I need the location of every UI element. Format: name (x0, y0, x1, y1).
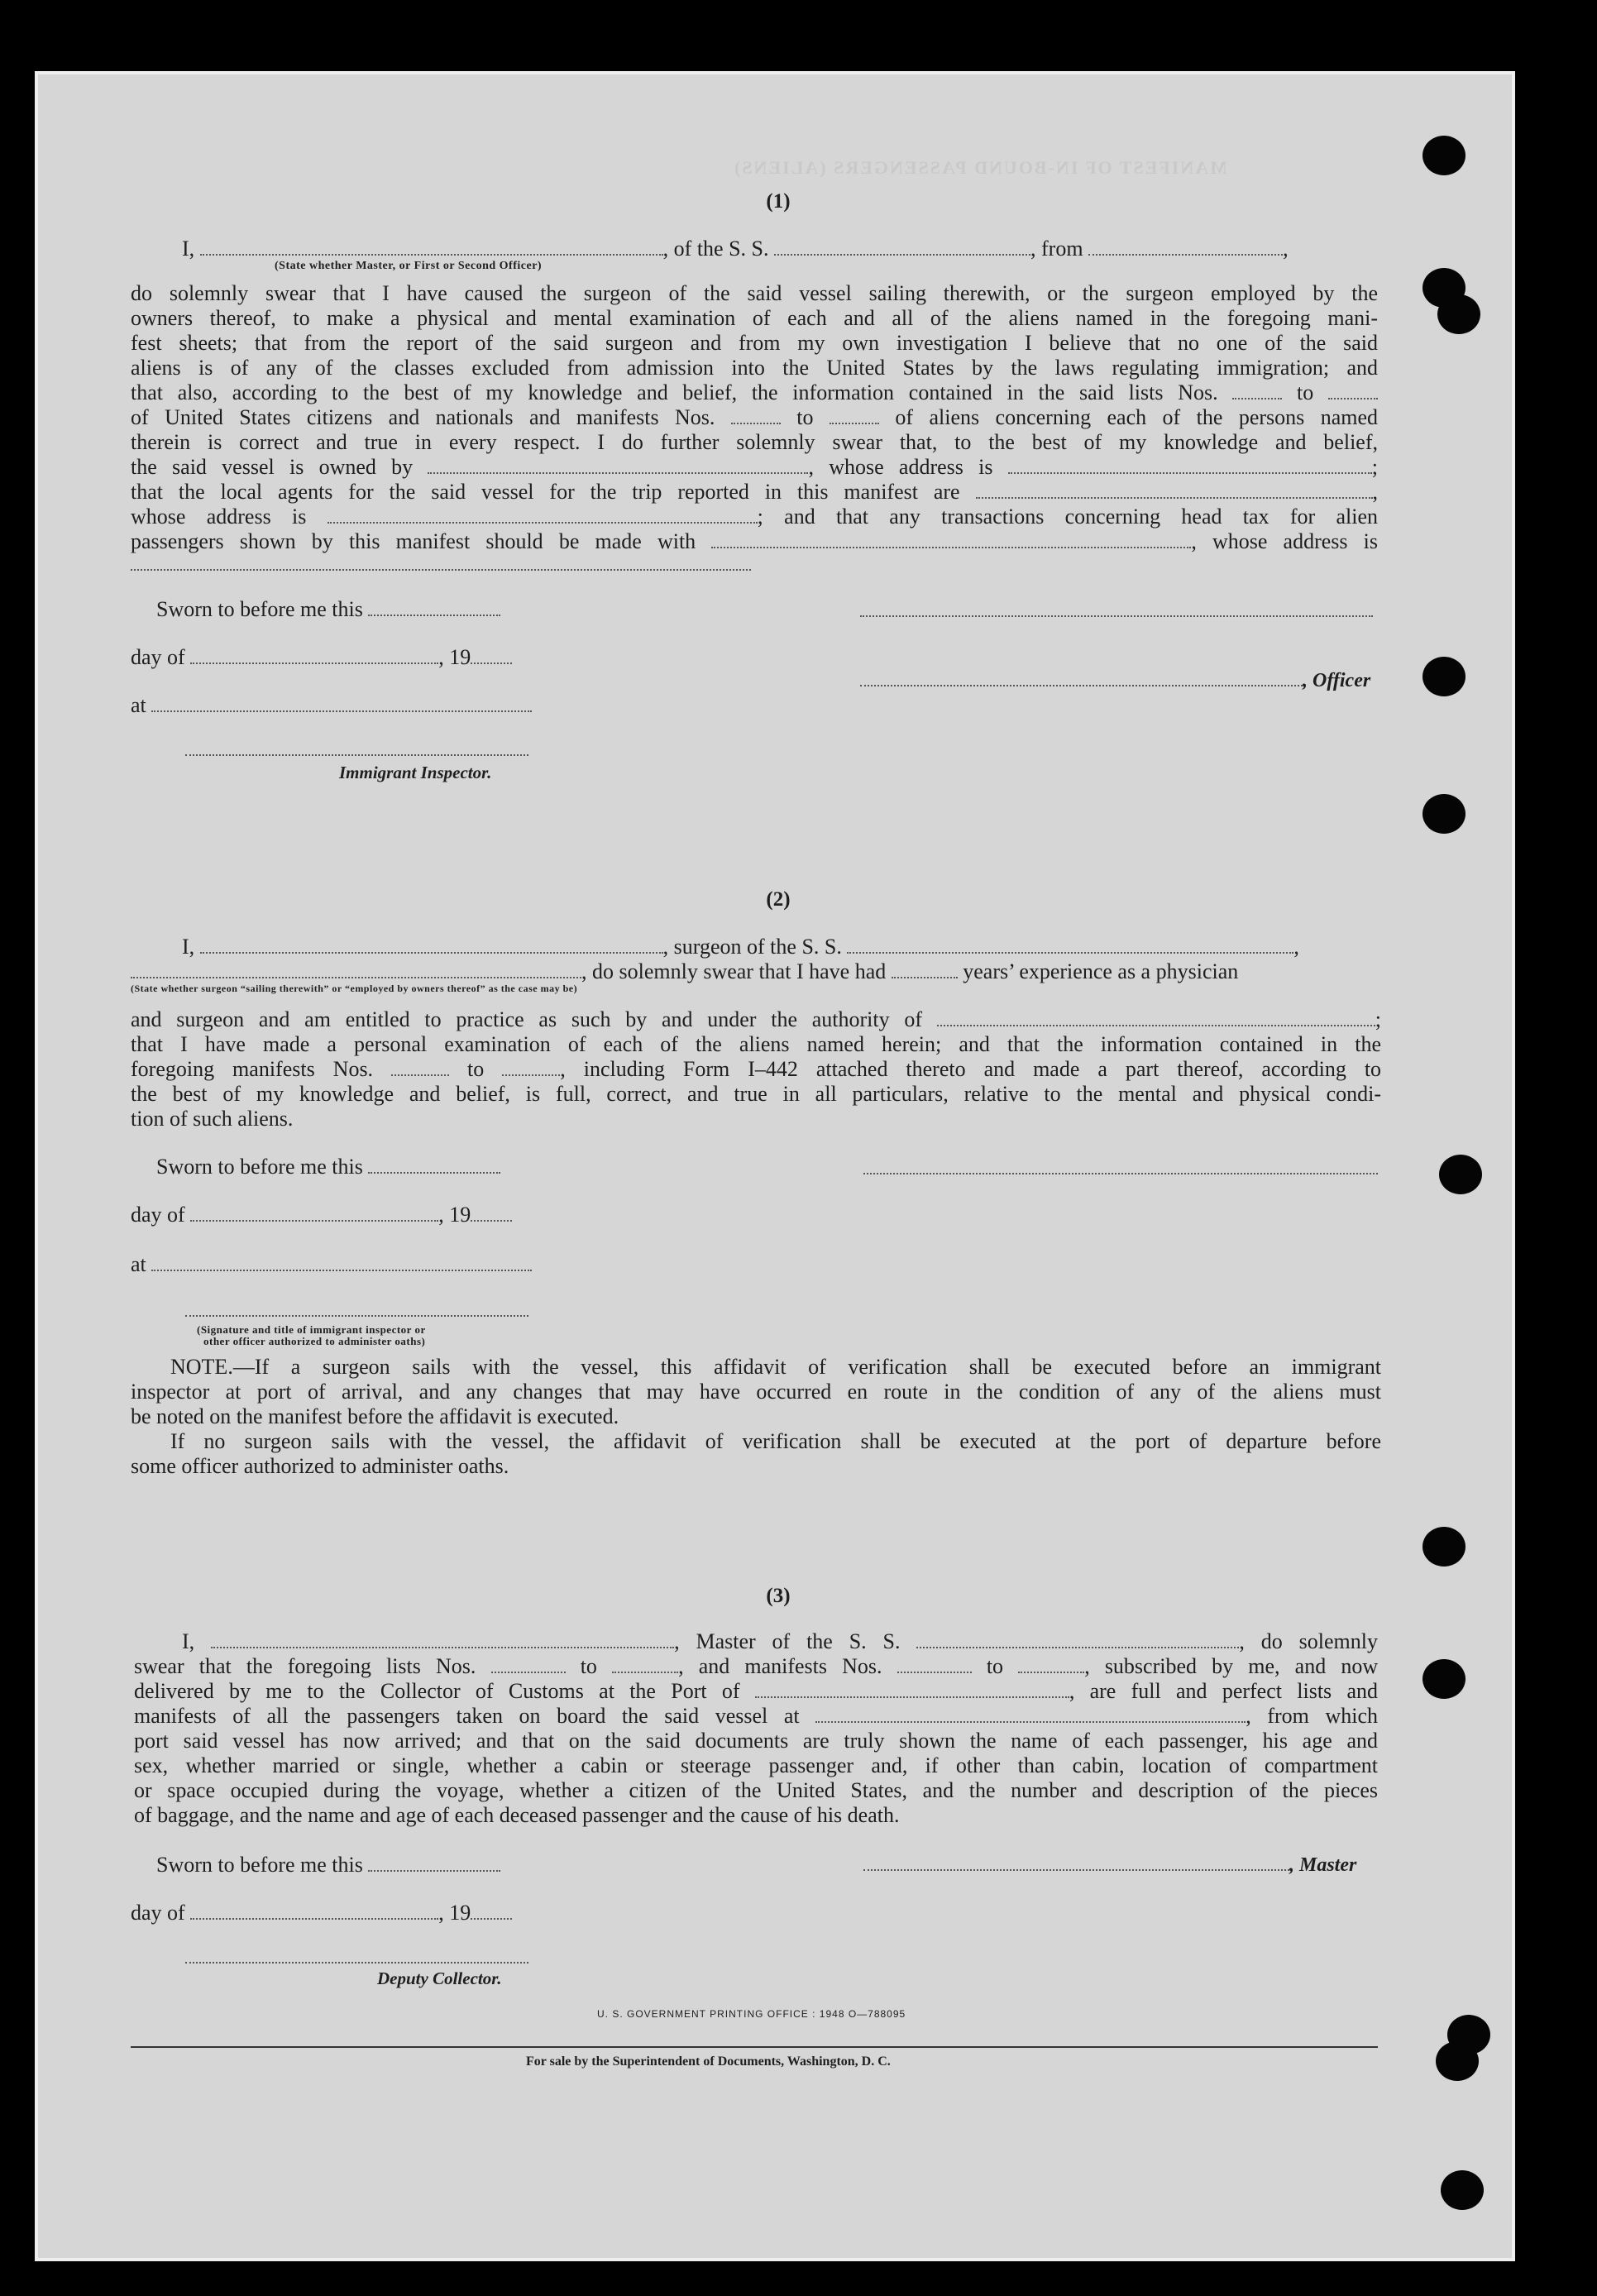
s3-vessel-blank[interactable] (916, 1630, 1239, 1648)
s3-port-blank[interactable] (755, 1680, 1069, 1698)
s2-manifests-to-blank[interactable] (502, 1058, 560, 1076)
s2-line-1: I, , surgeon of the S. S. , (182, 935, 1299, 959)
s3-master-line-row (863, 1853, 1356, 1877)
section-3-heading: (3) (766, 1585, 791, 1607)
s3-l7: or space occupied during the voyage, whether a citizen of the United States, and the number and description of the pieces (134, 1778, 1378, 1802)
s1-at-blank[interactable] (151, 694, 532, 712)
s1-sworn: Sworn to before me this (156, 597, 500, 622)
punch-hole (1422, 794, 1466, 834)
s1-paragraph (131, 281, 1378, 554)
s2-note-2: inspector at port of arrival, and any changes that may have occurred en route in the condition of any of the aliens must (131, 1380, 1381, 1404)
s1-comma: , (1283, 237, 1289, 261)
s3-l2: swear that the foregoing lists Nos. to , and manifests Nos. to , subscribed by me, and now (134, 1654, 1379, 1678)
s2-p2: that I have made a personal examination of each of the aliens named herein; and that the information contained in the (131, 1032, 1381, 1056)
s1-day-blank[interactable] (190, 646, 438, 664)
s3-l4: manifests of all the passengers taken on board the said vessel at , from which (134, 1704, 1378, 1728)
s1-owner-blank[interactable] (428, 456, 808, 474)
s1-day-of: day of , 19 (131, 645, 512, 670)
s2-p4: the best of my knowledge and belief, is full, correct, and true in all particulars, relative to the mental and physical condi- (131, 1082, 1381, 1106)
s1-p7: therein is correct and true in every respect. I do further solemnly swear that, to the best of my knowledge and belief, (131, 430, 1378, 454)
s1-p2: owners thereof, to make a physical and mental examination of each and all of the aliens named in the foregoing mani- (131, 306, 1378, 330)
s1-of-ss: , of the S. S. (662, 237, 769, 261)
s3-sworn-blank[interactable] (368, 1854, 500, 1872)
footer-rule (131, 2046, 1378, 2048)
s1-inspector-line[interactable] (185, 754, 528, 756)
s3-year-blank[interactable] (471, 1901, 512, 1920)
s1-p8: the said vessel is owned by , whose address is ; (131, 455, 1378, 479)
s1-manifests-from-blank[interactable] (731, 406, 781, 424)
s2-day-of: day of , 19 (131, 1203, 512, 1227)
s2-surgeon-note: (State whether surgeon “sailing therewith” or “employed by owners thereof” as the case may be) (131, 983, 578, 994)
s1-agents-blank[interactable] (976, 481, 1373, 499)
s1-p3: fest sheets; that from the report of the said surgeon and from my own investigation I believe that no one of the said (131, 331, 1378, 355)
s2-p1: and surgeon and am entitled to practice as such by and under the authority of ; (131, 1007, 1382, 1031)
s3-lists-from-blank[interactable] (491, 1655, 566, 1673)
s1-lists-from-blank[interactable] (1232, 381, 1282, 399)
s1-officer-line-row (860, 668, 1370, 692)
s1-officer-note: (State whether Master, or First or Second Officer) (275, 260, 543, 272)
s3-l3: delivered by me to the Collector of Customs at the Port of , are full and perfect lists and (134, 1679, 1378, 1703)
s1-p9: that the local agents for the said vessel for the trip reported in this manifest are , (131, 480, 1379, 504)
s1-p6: of United States citizens and nationals and manifests Nos. to of aliens concerning each of the persons named (131, 405, 1379, 429)
punch-hole (1422, 1659, 1466, 1699)
s1-officer-label: , Officer (1303, 670, 1371, 691)
manifest-page (35, 71, 1515, 2261)
s1-i: I, (182, 237, 195, 261)
printing-office: U. S. GOVERNMENT PRINTING OFFICE : 1948 O—788095 (597, 2008, 906, 2020)
s2-sworn: Sworn to before me this (156, 1155, 500, 1179)
s1-owner-address-blank[interactable] (1008, 456, 1372, 474)
s1-headtax-blank[interactable] (711, 530, 1191, 548)
punch-hole (1436, 2041, 1479, 2081)
s3-master-signature-blank[interactable] (863, 1853, 1289, 1871)
s1-year-blank[interactable] (471, 646, 512, 664)
s2-note-1: NOTE.—If a surgeon sails with the vessel, this affidavit of verification shall be executed before an immigrant (170, 1355, 1381, 1379)
s2-year-blank[interactable] (471, 1203, 512, 1222)
sale-notice: For sale by the Superintendent of Documents, Washington, D. C. (526, 2054, 891, 2069)
punch-hole (1441, 2170, 1484, 2210)
s3-day-blank[interactable] (190, 1901, 438, 1920)
s3-manifests-from-blank[interactable] (897, 1655, 972, 1673)
s3-master-name-blank[interactable] (211, 1630, 674, 1648)
s3-master-label: , Master (1289, 1854, 1357, 1876)
s1-p1: do solemnly swear that I have caused the surgeon of the said vessel sailing therewith, or the surgeon employed by the (131, 281, 1378, 305)
s2-authority-blank[interactable] (937, 1008, 1375, 1026)
s2-status-blank[interactable] (131, 960, 581, 978)
punch-hole (1439, 1155, 1482, 1194)
s1-officer-name-blank[interactable] (200, 237, 663, 256)
faded-header: MANIFEST OF IN-BOUND PASSENGERS (ALIENS) (733, 157, 1227, 178)
s3-collector-label: Deputy Collector. (377, 1968, 502, 1988)
s2-sworn-blank[interactable] (368, 1155, 500, 1174)
s1-headtax-address-line[interactable] (131, 569, 751, 571)
s3-paragraph (134, 1629, 1378, 1828)
s2-sig-note-1: (Signature and title of immigrant inspector or (197, 1323, 426, 1336)
s2-day-blank[interactable] (190, 1203, 438, 1222)
section-1-heading: (1) (766, 190, 791, 213)
s1-inspector-label: Immigrant Inspector. (339, 763, 492, 782)
s2-inspector-line[interactable] (185, 1315, 528, 1317)
s1-p11: passengers shown by this manifest should be made with , whose address is (131, 529, 1379, 553)
s2-surgeon-name-blank[interactable] (200, 935, 663, 954)
s1-officer-signature-line[interactable] (860, 615, 1373, 617)
punch-hole (1422, 657, 1466, 696)
s2-p5: tion of such aliens. (131, 1107, 294, 1131)
s2-at: at (131, 1252, 532, 1277)
s1-officer-title-blank[interactable] (860, 668, 1303, 686)
punch-hole (1437, 294, 1480, 334)
s3-manifests-to-blank[interactable] (1018, 1655, 1084, 1673)
s3-boarded-at-blank[interactable] (815, 1705, 1246, 1723)
s2-sig-note-2: other officer authorized to administer oaths) (203, 1335, 426, 1347)
s3-day-of: day of , 19 (131, 1901, 512, 1925)
s2-at-blank[interactable] (151, 1253, 532, 1271)
s1-from: , from (1030, 237, 1083, 261)
s1-p4: aliens is of any of the classes excluded from admission into the United States by the laws regulating immigration; and (131, 356, 1378, 380)
s3-l8: of baggage, and the name and age of each deceased passenger and the cause of his death. (134, 1803, 900, 1827)
s1-vessel-name-blank[interactable] (774, 237, 1030, 256)
s1-lists-to-blank[interactable] (1328, 381, 1378, 399)
punch-hole (1422, 136, 1466, 175)
s1-p5: that also, according to the best of my knowledge and belief, the information contained in the said lists Nos. to (131, 380, 1378, 405)
s2-note (131, 1355, 1381, 1479)
s2-note-3: be noted on the manifest before the affidavit is executed. (131, 1404, 619, 1428)
s2-p3: foregoing manifests Nos. to , including Form I–442 attached thereto and made a part thereof, according to (131, 1057, 1382, 1081)
s3-sworn: Sworn to before me this (156, 1853, 500, 1877)
s2-manifests-from-blank[interactable] (391, 1058, 449, 1076)
s1-manifests-to-blank[interactable] (830, 406, 879, 424)
s1-at: at (131, 693, 532, 718)
punch-hole (1422, 1527, 1466, 1567)
s2-note-4: If no surgeon sails with the vessel, the affidavit of verification shall be executed at the port of departure before (170, 1429, 1381, 1453)
s3-l5: port said vessel has now arrived; and that on the said documents are truly shown the name of each passenger, his age and (134, 1729, 1378, 1753)
s2-vessel-blank[interactable] (847, 935, 1293, 954)
s1-agents-address-blank[interactable] (328, 505, 758, 524)
s1-from-blank[interactable] (1088, 237, 1283, 256)
s3-l6: sex, whether married or single, whether a cabin or steerage passenger and, if other than cabin, location of compartment (134, 1753, 1378, 1777)
s1-line-1 (182, 237, 1289, 261)
s1-p10: whose address is ; and that any transactions concerning head tax for alien (131, 505, 1378, 529)
s3-l1: I, , Master of the S. S. , do solemnly (182, 1629, 1378, 1653)
s3-collector-line[interactable] (185, 1962, 528, 1964)
s2-note-5: some officer authorized to administer oaths. (131, 1454, 509, 1478)
section-2-heading: (2) (766, 888, 791, 911)
s3-lists-to-blank[interactable] (612, 1655, 678, 1673)
s2-line-2: , do solemnly swear that I have had years’ experience as a physician (131, 959, 1238, 984)
s1-sworn-blank[interactable] (368, 598, 500, 616)
s2-years-blank[interactable] (892, 960, 958, 978)
s2-surgeon-signature-line[interactable] (863, 1173, 1378, 1174)
s2-paragraph (131, 1007, 1381, 1131)
